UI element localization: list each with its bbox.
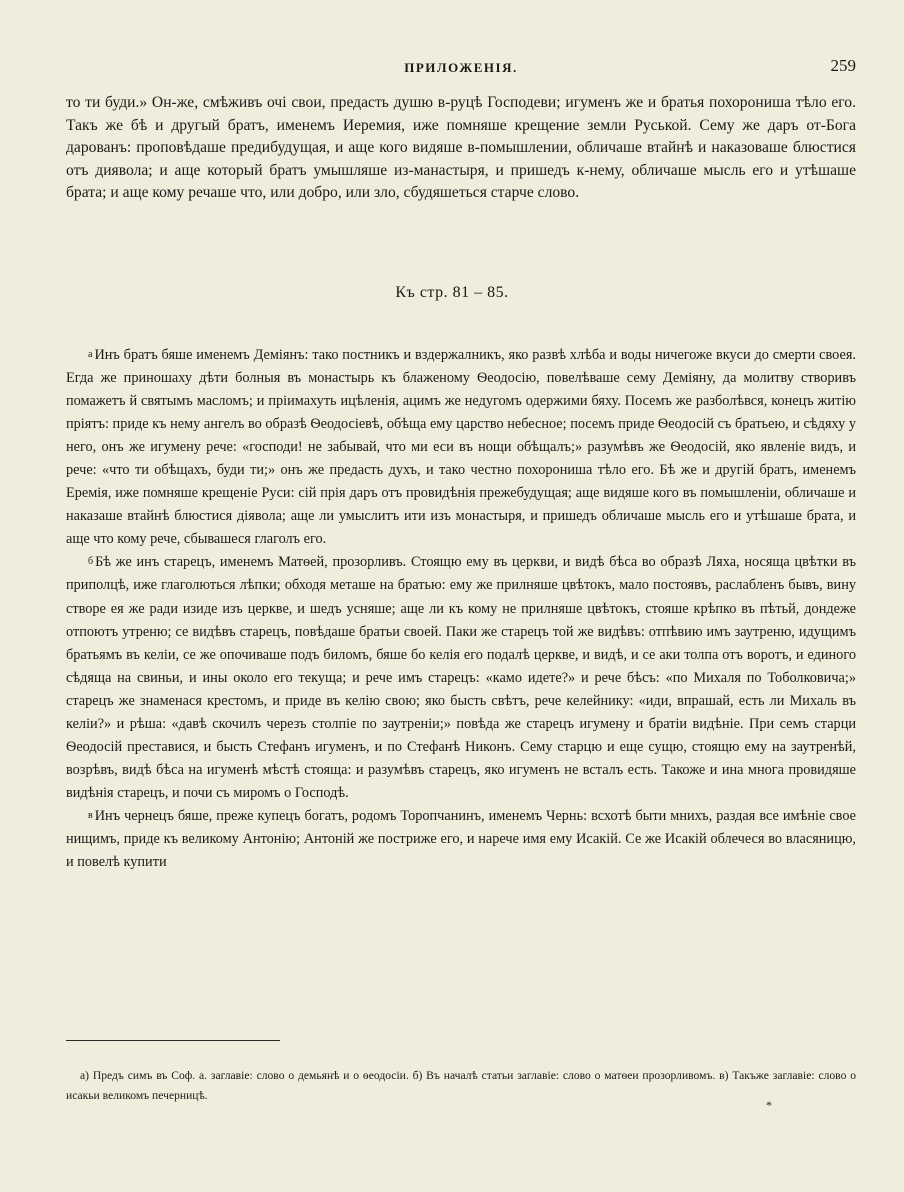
- note-marker-c: в: [88, 809, 93, 821]
- paragraph-c: [66, 805, 856, 874]
- footnotes: [66, 1066, 856, 1106]
- note-marker-b: б: [88, 556, 94, 568]
- paragraph-a: [66, 344, 856, 551]
- paragraph-b: [66, 551, 856, 805]
- paragraph-b-text: Бѣ же инъ старецъ, именемъ Матѳей, прозорливъ. Стоящю ему въ церкви, и видѣ бѣса во образѣ Ляха, носяща цвѣтки въ приполцѣ, иже глаголються лѣпки; обходя меташе на братью: ему же прилняше цвѣтокъ, мало постоявъ, раслабленъ бывъ, вину створе ея же ради изиде изъ церкве, и шедъ усняше; аще ли къ кому не прилняше цвѣтокъ, стояше крѣпко въ пѣтьй, дондеже отпоютъ утреню; се видѣвъ старецъ, повѣдаше братьи своей. Паки же старецъ той же видѣвъ: отпѣвию имъ заутреню, идущимъ братьямъ въ келіи, се же опочиваше подъ биломъ, бяше бо келія его подалѣ церкве, и видѣ, и се аки толпа отъ воротъ, и единого сѣдяща на свиньи, и ины около его текуща; и рече имъ старецъ: «камо идете?» и рече бѣсъ: «по Михаля по Тоболковича;» старецъ же знаменася крестомъ, и приде въ келію свою; яко бысть свѣтъ, рече келейнику: «иди, впрашай, есть ли Михаль въ келіи?» и рѣша: «давѣ скочилъ черезъ столпіе по заутреніи;» повѣда же старецъ игумену и братіи видѣніе. При семъ старци Ѳеодосій преставися, и бысть Стефанъ игуменъ, и по Стефанѣ Никонъ. Сему старцю и еще сущю, стоящю ему на заутренѣй, возрѣвъ, видѣ бѣса на игуменѣ мѣстѣ стояща: и разумѣвъ старецъ, яко игуменъ не всталъ есть. Такоже и ина многа провидяше видѣнія старецъ, и почи съ миромъ о Господѣ.: [66, 554, 856, 801]
- main-text: [66, 344, 856, 874]
- page-number: 259: [830, 56, 856, 75]
- note-marker-a: а: [88, 349, 93, 360]
- asterisk-ornament: *: [766, 1098, 772, 1112]
- footnote-divider: [66, 1040, 280, 1041]
- section-heading: Къ стр. 81 – 85.: [395, 284, 509, 301]
- continued-paragraph: то ти буди.» Он-же, смѣживъ очі свои, предасть душю в-руцѣ Господеви; игуменъ же и братья похорониша тѣло его. Такъ же бѣ и другый братъ, именемъ Иеремия, иже помняше крещение земли Руськой. Сему же даръ от-Бога дарованъ: проповѣдаше предибудущая, и аще кого видяше в-помышлении, обличаше втайнѣ и наказоваше блюстися отъ диявола; и аще который братъ умышляше из-манастыря, и пришедъ к-нему, обличаше мысль его и утѣшаше брата; и аще кому речаше что, или добро, или зло, сбудяшеться старче слово.: [66, 94, 856, 201]
- page-header: [66, 56, 856, 80]
- running-title: ПРИЛОЖЕНІЯ.: [404, 60, 518, 75]
- footnote-text: а) Предъ симъ въ Соф. а. заглавіе: слово о демьянѣ и о ѳеодосіи. б) Въ началѣ статьи заглавіе: слово о матѳеи прозорливомъ. в) Такъже заглавіе: слово о исакьи великомъ печерницѣ.: [66, 1069, 856, 1102]
- paragraph-c-text: Инъ чернецъ бяше, преже купецъ богатъ, родомъ Торопчанинъ, именемъ Чернь: всхотѣ быти мнихъ, раздая все имѣніе свое нищимъ, приде къ великому Антонію; Антоній же постриже его, и нарече имя ему Исакій. Се же Исакій облечеся во власяницю, и повелѣ купити: [66, 807, 856, 871]
- paragraph-a-text: Инъ братъ бяше именемъ Деміянъ: тако постникъ и вздержалникъ, яко развѣ хлѣба и воды ничегоже вкуси до смерти своея. Егда же приношаху дѣти болныя въ монастырь къ блаженому Ѳеодосію, повелѣваше сему Деміяну, да молитву створивъ помажетъ й святымъ масломъ; и пріимахуть ицѣленія, ацимъ же недугомъ одержими бяху. Посемъ же разболѣвся, конецъ житію пріятъ: приде къ нему ангелъ во образѣ Ѳеодосіевѣ, обѣща ему царство небесное; посемъ приде Ѳеодосій съ братьею, и сѣдяху у него, онъ же игумену рече: «господи! не забывай, что ми еси въ нощи обѣщалъ;» разумѣвъ же Ѳеодосій, яко явленіе видъ, и рече: «что ти обѣщахъ, буди ти;» онъ же предасть духъ, и тако честно похорониша тѣло его. Бѣ же и другій братъ, именемъ Еремія, иже помняше крещеніе Руси: сій прія даръ отъ провидѣнія прежебудущая; аще видяше кого въ помышленіи, обличаше и наказаше втайнѣ блюстися діявола; аще ли умыслитъ ити изъ монастыря, и пришедъ обличаше мысль его и утѣшаше брата, и аще что кому рече, сбывашеся глаголъ его.: [66, 347, 856, 548]
